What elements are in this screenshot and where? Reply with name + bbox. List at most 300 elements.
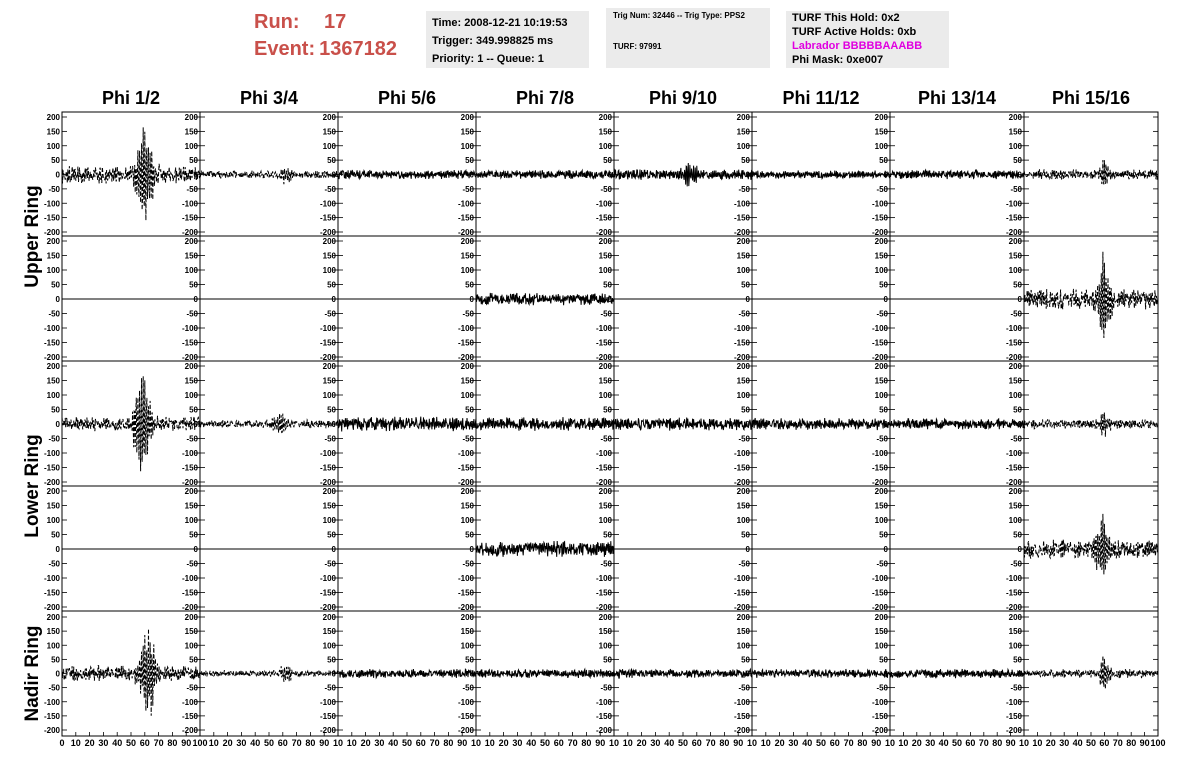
y-tick-label: 50	[879, 405, 888, 415]
y-tick-label: -100	[457, 199, 474, 209]
x-tick-label: 70	[567, 738, 578, 748]
y-tick-label: -50	[186, 559, 198, 569]
y-tick-label: 0	[607, 170, 612, 180]
x-tick-label: 100	[192, 738, 208, 748]
waveform-trace	[200, 414, 338, 433]
y-tick-label: 100	[46, 141, 60, 151]
y-tick-label: -100	[871, 449, 888, 458]
y-tick-label: -100	[595, 449, 612, 458]
event-value: 1367182	[319, 38, 397, 60]
y-tick-label: -200	[319, 726, 336, 735]
x-tick-label: 60	[1099, 738, 1110, 748]
y-tick-label: -150	[871, 463, 888, 473]
y-tick-label: -50	[186, 184, 198, 194]
phi-mask-text: Phi Mask: 0xe007	[792, 54, 884, 66]
y-tick-label: -50	[462, 559, 474, 569]
y-tick-label: 50	[1013, 280, 1022, 290]
y-tick-label: 0	[745, 420, 750, 429]
y-tick-label: 0	[331, 420, 336, 429]
y-tick-label: 100	[598, 641, 612, 651]
y-tick-label: -200	[733, 228, 750, 237]
y-tick-label: 50	[189, 280, 198, 290]
y-tick-label: -50	[738, 683, 750, 693]
y-tick-label: 150	[46, 376, 60, 386]
y-tick-label: 100	[460, 141, 474, 151]
y-tick-label: 200	[184, 113, 198, 122]
y-tick-label: 100	[598, 141, 612, 151]
y-tick-label: 200	[1008, 237, 1022, 246]
y-tick-label: -200	[871, 228, 888, 237]
y-tick-label: 50	[465, 280, 474, 290]
y-tick-label: 0	[607, 545, 612, 554]
y-tick-label: -150	[1005, 213, 1022, 223]
y-tick-label: 100	[46, 266, 60, 275]
y-tick-label: -50	[738, 434, 750, 444]
y-tick-label: 150	[322, 627, 336, 637]
y-tick-label: 150	[736, 251, 750, 261]
y-tick-label: 50	[189, 530, 198, 540]
y-tick-label: -150	[457, 588, 474, 598]
x-tick-label: 50	[263, 738, 275, 748]
ring-label: Upper Ring	[22, 185, 43, 288]
y-tick-label: 0	[745, 669, 750, 679]
y-tick-label: 100	[598, 266, 612, 275]
y-tick-label: 100	[1008, 641, 1022, 651]
x-tick-label: 50	[1085, 738, 1097, 748]
y-tick-label: -50	[876, 309, 888, 319]
y-tick-label: 200	[598, 237, 612, 246]
x-tick-label: 30	[236, 738, 247, 748]
y-tick-label: 150	[1008, 501, 1022, 511]
y-tick-label: -50	[462, 184, 474, 194]
y-tick-label: -200	[43, 603, 60, 612]
y-tick-label: -200	[871, 478, 888, 487]
waveform-trace	[476, 293, 614, 305]
y-tick-label: -100	[43, 697, 60, 707]
y-tick-label: 150	[322, 251, 336, 261]
y-tick-label: 200	[46, 613, 60, 622]
y-tick-label: -50	[186, 683, 198, 693]
y-tick-label: 150	[598, 501, 612, 511]
y-tick-label: 50	[327, 655, 336, 665]
x-tick-label: 20	[911, 738, 922, 748]
x-tick-label: 90	[457, 738, 468, 748]
y-tick-label: 200	[874, 237, 888, 246]
waveform-trace	[1024, 252, 1158, 338]
y-tick-label: 50	[1013, 405, 1022, 415]
x-tick-label: 10	[884, 738, 896, 748]
priority-text: Priority: 1 -- Queue: 1	[432, 53, 544, 65]
waveform-trace	[200, 666, 338, 682]
y-tick-label: 200	[874, 613, 888, 622]
y-tick-label: -50	[186, 434, 198, 444]
y-tick-label: 150	[1008, 376, 1022, 386]
x-tick-label: 60	[415, 738, 426, 748]
y-tick-label: 50	[327, 405, 336, 415]
x-tick-label: 10	[760, 738, 771, 748]
y-tick-label: -150	[1005, 338, 1022, 348]
y-tick-label: -100	[43, 199, 60, 209]
y-tick-label: 200	[184, 237, 198, 246]
x-tick-label: 40	[250, 738, 261, 748]
waveform-trace	[1024, 160, 1158, 184]
waveform-trace	[752, 170, 890, 178]
waveform-trace	[62, 629, 200, 716]
x-tick-label: 90	[871, 738, 882, 748]
y-tick-label: 100	[322, 141, 336, 151]
y-tick-label: -100	[1005, 324, 1022, 333]
x-tick-label: 80	[581, 738, 592, 748]
x-tick-label: 30	[1059, 738, 1070, 748]
y-tick-label: 150	[1008, 127, 1022, 137]
y-tick-label: -50	[48, 309, 60, 319]
y-tick-label: 200	[736, 113, 750, 122]
y-tick-label: -150	[43, 338, 60, 348]
y-tick-label: 200	[598, 113, 612, 122]
y-tick-label: -100	[1005, 697, 1022, 707]
y-tick-label: -200	[181, 228, 198, 237]
y-tick-label: 50	[1013, 156, 1022, 166]
x-tick-label: 50	[539, 738, 551, 748]
y-tick-label: 50	[51, 655, 60, 665]
waveform-trace	[614, 163, 752, 186]
y-tick-label: -100	[181, 324, 198, 333]
y-tick-label: 50	[603, 156, 612, 166]
x-tick-label: 70	[1112, 738, 1123, 748]
run-label: Run:	[254, 11, 300, 33]
column-title: Phi 13/14	[917, 88, 997, 108]
y-tick-label: 200	[460, 487, 474, 496]
y-tick-label: -150	[733, 338, 750, 348]
y-tick-label: 0	[331, 545, 336, 554]
y-tick-label: 150	[736, 627, 750, 637]
y-tick-label: -100	[319, 199, 336, 209]
y-tick-label: -50	[186, 309, 198, 319]
x-tick-label: 90	[181, 738, 192, 748]
y-tick-label: 150	[736, 501, 750, 511]
y-tick-label: 100	[598, 391, 612, 400]
y-tick-label: 200	[184, 362, 198, 371]
y-tick-label: 50	[465, 405, 474, 415]
y-tick-label: -50	[1010, 559, 1022, 569]
y-tick-label: -200	[1005, 603, 1022, 612]
y-tick-label: 200	[460, 113, 474, 122]
x-tick-label: 60	[277, 738, 288, 748]
event-label: Event:	[254, 38, 316, 60]
y-tick-label: 100	[184, 641, 198, 651]
column-title: Phi 7/8	[515, 88, 575, 108]
y-tick-label: 0	[193, 420, 198, 429]
y-tick-label: -150	[871, 711, 888, 721]
y-tick-label: 50	[1013, 655, 1022, 665]
turf-text: TURF: 97991	[613, 42, 662, 51]
trig-num-text: Trig Num: 32446 -- Trig Type: PPS2	[613, 11, 745, 20]
y-tick-label: -200	[871, 603, 888, 612]
y-tick-label: -150	[457, 338, 474, 348]
y-tick-label: 100	[1008, 141, 1022, 151]
y-tick-label: -200	[181, 353, 198, 362]
x-tick-label: 20	[222, 738, 233, 748]
x-tick-label: 10	[1018, 738, 1030, 748]
y-tick-label: 150	[874, 127, 888, 137]
y-tick-label: -100	[733, 574, 750, 583]
y-tick-label: -150	[595, 213, 612, 223]
y-tick-label: 150	[460, 376, 474, 386]
x-tick-label: 40	[388, 738, 399, 748]
waveform-trace	[476, 669, 614, 678]
y-tick-label: -100	[1005, 199, 1022, 209]
y-tick-label: 0	[193, 170, 198, 180]
y-tick-label: 50	[51, 156, 60, 166]
y-tick-label: -100	[595, 574, 612, 583]
y-tick-label: -200	[733, 726, 750, 735]
y-tick-label: -100	[319, 574, 336, 583]
waveform-trace	[890, 419, 1024, 430]
y-tick-label: -150	[181, 463, 198, 473]
y-tick-label: 150	[46, 251, 60, 261]
y-tick-label: 200	[322, 113, 336, 122]
column-title: Phi 15/16	[1051, 88, 1131, 108]
y-tick-label: -50	[324, 434, 336, 444]
y-tick-label: -100	[319, 324, 336, 333]
y-tick-label: -200	[733, 603, 750, 612]
x-tick-label: 20	[1045, 738, 1056, 748]
y-tick-label: 200	[598, 613, 612, 622]
y-tick-label: -150	[733, 213, 750, 223]
waveform-trace	[890, 170, 1024, 179]
y-tick-label: 200	[598, 362, 612, 371]
y-tick-label: 0	[607, 420, 612, 429]
y-tick-label: -200	[457, 478, 474, 487]
x-tick-label: 10	[608, 738, 620, 748]
x-tick-label: 80	[443, 738, 454, 748]
y-tick-label: 100	[1008, 516, 1022, 525]
column-title: Phi 5/6	[377, 88, 437, 108]
y-tick-label: 150	[736, 376, 750, 386]
y-tick-label: 50	[327, 530, 336, 540]
y-tick-label: 200	[46, 113, 60, 122]
x-tick-label: 40	[112, 738, 123, 748]
y-tick-label: 50	[879, 655, 888, 665]
y-tick-label: 0	[883, 420, 888, 429]
x-tick-label: 80	[305, 738, 316, 748]
y-tick-label: 0	[469, 295, 474, 304]
y-tick-label: 150	[184, 251, 198, 261]
y-tick-label: -200	[595, 478, 612, 487]
y-tick-label: 50	[741, 156, 750, 166]
waveform-trace	[752, 418, 890, 430]
y-tick-label: -100	[43, 449, 60, 458]
x-tick-label: 60	[965, 738, 976, 748]
x-tick-label: 30	[512, 738, 523, 748]
y-tick-label: 50	[51, 405, 60, 415]
y-tick-label: 200	[1008, 613, 1022, 622]
y-tick-label: 200	[460, 237, 474, 246]
y-tick-label: 100	[46, 641, 60, 651]
run-value: 17	[324, 11, 347, 33]
x-tick-label: 30	[925, 738, 936, 748]
y-tick-label: 200	[460, 362, 474, 371]
y-tick-label: -50	[600, 434, 612, 444]
y-tick-label: 50	[1013, 530, 1022, 540]
y-tick-label: -150	[871, 338, 888, 348]
y-tick-label: 150	[598, 127, 612, 137]
y-tick-label: 150	[874, 376, 888, 386]
y-tick-label: 150	[460, 251, 474, 261]
y-tick-label: -200	[733, 353, 750, 362]
y-tick-label: -150	[43, 588, 60, 598]
column-title: Phi 11/12	[782, 88, 860, 108]
y-tick-label: 150	[874, 251, 888, 261]
y-tick-label: 0	[745, 295, 750, 304]
y-tick-label: 150	[460, 501, 474, 511]
y-tick-label: -100	[595, 697, 612, 707]
y-tick-label: -50	[876, 434, 888, 444]
x-tick-label: 10	[332, 738, 344, 748]
y-tick-label: -50	[324, 683, 336, 693]
y-tick-label: 200	[598, 487, 612, 496]
y-tick-label: 0	[469, 420, 474, 429]
column-title: Phi 3/4	[239, 88, 299, 108]
x-tick-label: 50	[815, 738, 827, 748]
waveform-trace	[476, 417, 614, 431]
waveform-trace	[62, 127, 200, 220]
y-tick-label: 150	[322, 376, 336, 386]
x-tick-label: 30	[650, 738, 661, 748]
y-tick-label: -150	[733, 463, 750, 473]
y-tick-label: 0	[331, 669, 336, 679]
y-tick-label: 150	[184, 376, 198, 386]
y-tick-label: 150	[322, 127, 336, 137]
x-tick-label: 50	[125, 738, 137, 748]
y-tick-label: -200	[457, 726, 474, 735]
y-tick-label: 200	[1008, 113, 1022, 122]
y-tick-label: -200	[319, 228, 336, 237]
y-tick-label: 100	[1008, 391, 1022, 400]
waveform-trace	[62, 376, 200, 471]
y-tick-label: 50	[465, 530, 474, 540]
y-tick-label: -100	[1005, 449, 1022, 458]
y-tick-label: 0	[55, 295, 60, 304]
y-tick-label: -150	[319, 463, 336, 473]
x-tick-label: 40	[938, 738, 949, 748]
y-tick-label: -200	[319, 353, 336, 362]
x-tick-label: 90	[733, 738, 744, 748]
turf-active-text: TURF Active Holds: 0xb	[792, 26, 917, 38]
x-tick-label: 10	[346, 738, 357, 748]
y-tick-label: 150	[46, 127, 60, 137]
waveform-trace	[1024, 656, 1158, 690]
y-tick-label: 100	[460, 641, 474, 651]
y-tick-label: 0	[469, 170, 474, 180]
y-tick-label: -100	[871, 574, 888, 583]
y-tick-label: -200	[1005, 353, 1022, 362]
y-tick-label: 50	[189, 156, 198, 166]
y-tick-label: 100	[184, 266, 198, 275]
y-tick-label: 50	[327, 156, 336, 166]
y-tick-label: 200	[736, 613, 750, 622]
x-tick-label: 40	[1072, 738, 1083, 748]
y-tick-label: 200	[322, 487, 336, 496]
y-tick-label: 100	[874, 141, 888, 151]
y-tick-label: 50	[741, 280, 750, 290]
y-tick-label: 200	[736, 487, 750, 496]
y-tick-label: 0	[1017, 545, 1022, 554]
y-tick-label: 50	[189, 405, 198, 415]
y-tick-label: 100	[460, 391, 474, 400]
y-tick-label: 100	[322, 266, 336, 275]
x-tick-label: 10	[622, 738, 633, 748]
y-tick-label: -150	[733, 711, 750, 721]
y-tick-label: 100	[736, 641, 750, 651]
y-tick-label: -100	[457, 574, 474, 583]
y-tick-label: 0	[607, 669, 612, 679]
y-tick-label: -100	[43, 324, 60, 333]
x-tick-label: 20	[774, 738, 785, 748]
y-tick-label: 150	[1008, 251, 1022, 261]
y-tick-label: -100	[733, 324, 750, 333]
waveform-trace	[338, 170, 476, 179]
y-tick-label: -50	[600, 309, 612, 319]
x-tick-label: 60	[829, 738, 840, 748]
y-tick-label: -100	[319, 697, 336, 707]
x-tick-label: 20	[360, 738, 371, 748]
y-tick-label: 50	[879, 156, 888, 166]
x-tick-label: 80	[1126, 738, 1137, 748]
y-tick-label: -150	[1005, 711, 1022, 721]
x-tick-label: 30	[788, 738, 799, 748]
x-tick-label: 70	[978, 738, 989, 748]
y-tick-label: -200	[595, 726, 612, 735]
y-tick-label: 50	[327, 280, 336, 290]
y-tick-label: 50	[51, 280, 60, 290]
y-tick-label: 100	[598, 516, 612, 525]
waveform-trace	[200, 168, 338, 184]
x-tick-label: 60	[691, 738, 702, 748]
y-tick-label: -100	[181, 574, 198, 583]
y-tick-label: -200	[1005, 478, 1022, 487]
x-tick-label: 20	[84, 738, 95, 748]
y-tick-label: 0	[1017, 295, 1022, 304]
x-tick-label: 10	[470, 738, 482, 748]
y-tick-label: 50	[879, 280, 888, 290]
y-tick-label: -150	[457, 213, 474, 223]
y-tick-label: 200	[46, 487, 60, 496]
y-tick-label: -50	[1010, 434, 1022, 444]
y-tick-label: 150	[46, 501, 60, 511]
y-tick-label: 200	[184, 613, 198, 622]
y-tick-label: 100	[460, 516, 474, 525]
y-tick-label: 200	[874, 113, 888, 122]
y-tick-label: 100	[736, 141, 750, 151]
y-tick-label: 50	[741, 530, 750, 540]
y-tick-label: -50	[1010, 683, 1022, 693]
y-tick-label: 50	[741, 655, 750, 665]
waveform-trace	[890, 669, 1024, 678]
x-tick-label: 80	[992, 738, 1003, 748]
y-tick-label: 0	[883, 170, 888, 180]
x-tick-label: 70	[705, 738, 716, 748]
y-tick-label: -50	[876, 683, 888, 693]
y-tick-label: -50	[324, 559, 336, 569]
y-tick-label: -200	[1005, 726, 1022, 735]
y-tick-label: -200	[457, 603, 474, 612]
y-tick-label: 100	[874, 516, 888, 525]
y-tick-label: -50	[600, 683, 612, 693]
waveform-trace	[476, 541, 614, 557]
y-tick-label: -150	[43, 463, 60, 473]
x-tick-label: 100	[1150, 738, 1166, 748]
